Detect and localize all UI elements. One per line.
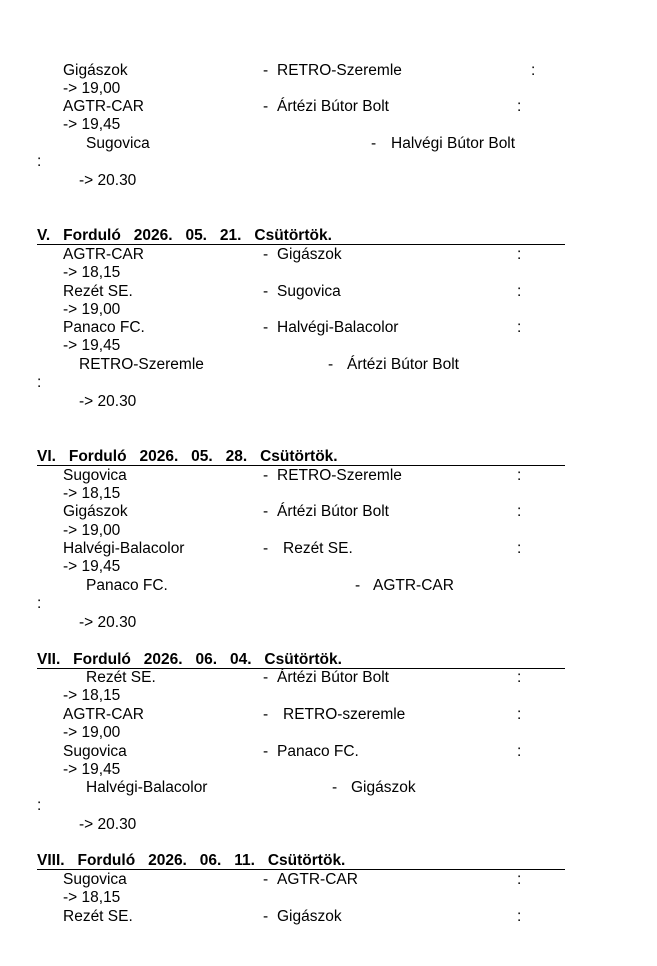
match-home: Gigászok — [63, 62, 128, 79]
match-home: RETRO-Szeremle — [79, 356, 204, 373]
match-time: -> 19,00 — [63, 80, 121, 97]
match-dash: - — [332, 779, 338, 796]
match-away: AGTR-CAR — [373, 577, 454, 594]
match-time: -> 19,45 — [63, 558, 121, 575]
match-away: Ártézi Bútor Bolt — [347, 356, 459, 373]
match-colon: : — [517, 540, 522, 557]
match-time: -> 18,15 — [63, 889, 121, 906]
match-time: -> 18,15 — [63, 264, 121, 281]
match-time: -> 19,00 — [63, 301, 121, 318]
match-away: RETRO-Szeremle — [277, 62, 402, 79]
match-away: RETRO-Szeremle — [277, 467, 402, 484]
match-dash: - — [263, 908, 269, 925]
match-away: Gigászok — [277, 908, 342, 925]
match-home: Sugovica — [63, 467, 127, 484]
match-dash: - — [263, 246, 269, 263]
match-home: AGTR-CAR — [63, 98, 144, 115]
match-colon: : — [517, 98, 522, 115]
match-home: Sugovica — [63, 743, 127, 760]
match-home: Rezét SE. — [63, 283, 133, 300]
match-colon: : — [517, 706, 522, 723]
match-home: Halvégi-Balacolor — [63, 540, 185, 557]
match-away: Halvégi-Balacolor — [277, 319, 399, 336]
match-time: -> 19,45 — [63, 337, 121, 354]
match-home: Sugovica — [63, 871, 127, 888]
match-dash: - — [263, 503, 269, 520]
match-time: -> 20.30 — [79, 393, 137, 410]
round-header: VII. Forduló 2026. 06. 04. Csütörtök. — [37, 651, 565, 669]
match-home: Gigászok — [63, 503, 128, 520]
match-away: Ártézi Bútor Bolt — [277, 98, 389, 115]
match-away: Gigászok — [277, 246, 342, 263]
match-time: -> 19,45 — [63, 116, 121, 133]
match-dash: - — [263, 62, 269, 79]
round-header: VIII. Forduló 2026. 06. 11. Csütörtök. — [37, 852, 565, 870]
match-dash: - — [263, 467, 269, 484]
match-dash: - — [263, 319, 269, 336]
match-time: -> 18,15 — [63, 687, 121, 704]
match-colon: : — [517, 908, 522, 925]
round-header: V. Forduló 2026. 05. 21. Csütörtök. — [37, 227, 565, 245]
match-time: -> 18,15 — [63, 485, 121, 502]
match-colon: : — [517, 246, 522, 263]
match-colon: : — [37, 374, 42, 391]
match-colon: : — [517, 467, 522, 484]
match-away: Halvégi Bútor Bolt — [391, 135, 516, 152]
match-away: AGTR-CAR — [277, 871, 358, 888]
match-colon: : — [517, 669, 522, 686]
match-colon: : — [531, 62, 536, 79]
match-away: Ártézi Bútor Bolt — [277, 503, 389, 520]
match-time: -> 19,00 — [63, 522, 121, 539]
match-home: Rezét SE. — [86, 669, 156, 686]
match-dash: - — [328, 356, 334, 373]
match-dash: - — [263, 283, 269, 300]
match-home: Panaco FC. — [86, 577, 168, 594]
match-dash: - — [263, 669, 269, 686]
match-home: Rezét SE. — [63, 908, 133, 925]
match-dash: - — [263, 98, 269, 115]
match-colon: : — [517, 871, 522, 888]
match-colon: : — [37, 797, 42, 814]
match-away: Sugovica — [277, 283, 341, 300]
match-home: Halvégi-Balacolor — [86, 779, 208, 796]
match-away: Ártézi Bútor Bolt — [277, 669, 389, 686]
match-dash: - — [263, 871, 269, 888]
match-time: -> 20.30 — [79, 172, 137, 189]
match-dash: - — [371, 135, 377, 152]
match-home: Panaco FC. — [63, 319, 145, 336]
match-away: Panaco FC. — [277, 743, 359, 760]
match-colon: : — [517, 503, 522, 520]
match-colon: : — [517, 743, 522, 760]
match-time: -> 19,45 — [63, 761, 121, 778]
match-away: RETRO-szeremle — [283, 706, 406, 723]
match-colon: : — [517, 319, 522, 336]
match-colon: : — [37, 153, 42, 170]
match-time: -> 20.30 — [79, 614, 137, 631]
match-colon: : — [517, 283, 522, 300]
match-time: -> 19,00 — [63, 724, 121, 741]
match-dash: - — [263, 540, 269, 557]
match-dash: - — [263, 706, 269, 723]
round-header: VI. Forduló 2026. 05. 28. Csütörtök. — [37, 448, 565, 466]
match-away: Gigászok — [351, 779, 416, 796]
match-time: -> 20.30 — [79, 816, 137, 833]
match-colon: : — [37, 595, 42, 612]
match-dash: - — [263, 743, 269, 760]
match-away: Rezét SE. — [283, 540, 353, 557]
match-dash: - — [355, 577, 361, 594]
match-home: Sugovica — [86, 135, 150, 152]
match-home: AGTR-CAR — [63, 706, 144, 723]
match-home: AGTR-CAR — [63, 246, 144, 263]
